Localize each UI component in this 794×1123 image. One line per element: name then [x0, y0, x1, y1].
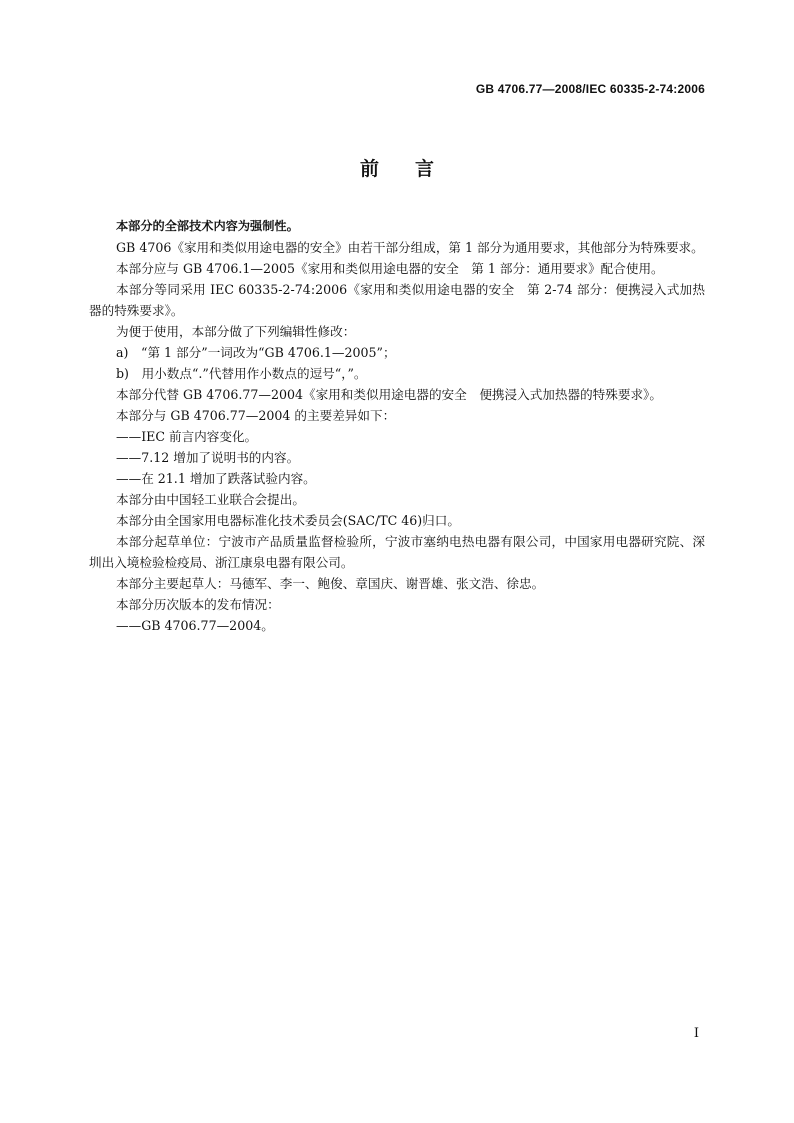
paragraph: 本部分应与 GB 4706.1—2005《家用和类似用途电器的安全 第 1 部分：通用要求》配合使用。	[116, 261, 664, 276]
paragraph: 本部分与 GB 4706.77—2004 的主要差异如下：	[116, 408, 396, 423]
paragraph: 本部分的全部技术内容为强制性。	[116, 219, 299, 233]
paragraph: GB 4706《家用和类似用途电器的安全》由若干部分组成，第 1 部分为通用要求，其他部分为特殊要求。	[116, 240, 704, 255]
paragraph: 本部分历次版本的发布情况：	[116, 597, 280, 612]
paragraph: 本部分由中国轻工业联合会提出。	[116, 492, 305, 507]
foreword-body	[89, 216, 705, 636]
paragraph: 本部分起草单位：宁波市产品质量监督检验所，宁波市塞纳电热电器有限公司，中国家用电器研究院、深圳出入境检验检疫局、浙江康泉电器有限公司。	[89, 534, 705, 570]
page-number: I	[693, 1026, 699, 1041]
paragraph: 本部分由全国家用电器标准化技术委员会(SAC/TC 46)归口。	[116, 513, 460, 528]
list-item: ——在 21.1 增加了跌落试验内容。	[116, 471, 316, 486]
paragraph: 为便于使用，本部分做了下列编辑性修改：	[116, 324, 356, 339]
list-item: ——GB 4706.77—2004。	[116, 618, 274, 633]
standard-code-header: GB 4706.77—2008/IEC 60335-2-74:2006	[475, 82, 705, 96]
paragraph: 本部分等同采用 IEC 60335-2-74:2006《家用和类似用途电器的安全 第 2-74 部分：便携浸入式加热器的特殊要求》。	[89, 282, 705, 318]
list-item: ——IEC 前言内容变化。	[116, 429, 258, 444]
paragraph: 本部分代替 GB 4706.77—2004《家用和类似用途电器的安全 便携浸入式加热器的特殊要求》。	[116, 387, 662, 402]
list-item: a) “第 1 部分”一词改为“GB 4706.1—2005”；	[116, 345, 396, 360]
list-item: ——7.12 增加了说明书的内容。	[116, 450, 300, 465]
paragraph: 本部分主要起草人：马德军、李一、鲍俊、章国庆、谢晋雄、张文浩、徐忠。	[116, 576, 545, 591]
list-item: b) 用小数点“.”代替用作小数点的逗号“，”。	[116, 366, 367, 381]
page-title: 前言	[359, 158, 470, 180]
